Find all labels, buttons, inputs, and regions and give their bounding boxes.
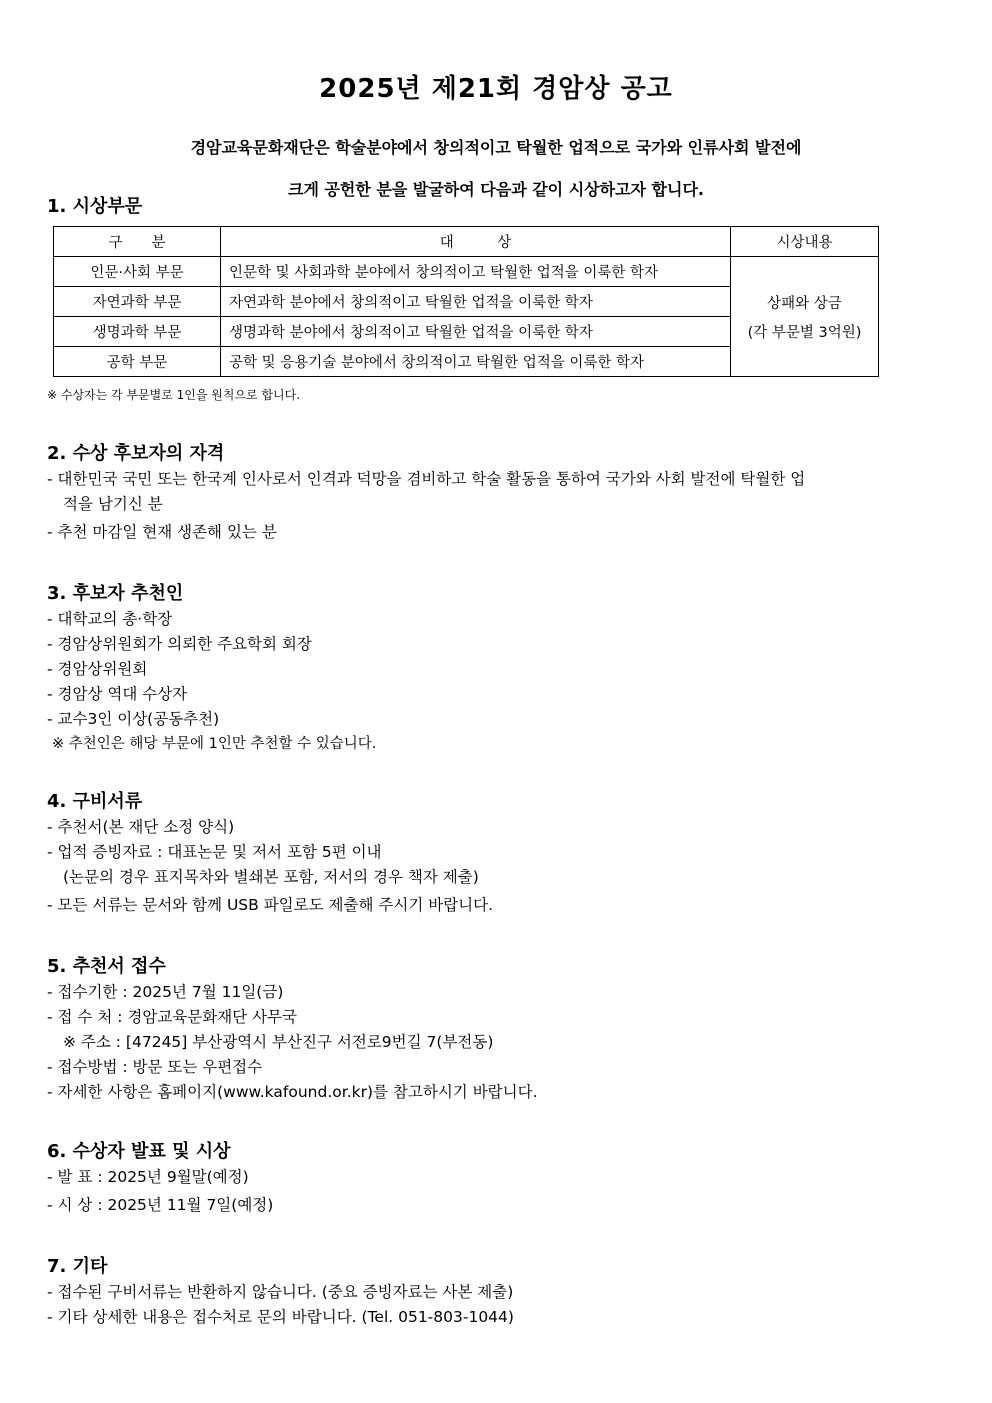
table-row xyxy=(54,257,879,287)
target-cell: 생명과학 분야에서 창의적이고 탁월한 업적을 이룩한 학자 xyxy=(221,317,731,347)
list-item: 적을 남기신 분 xyxy=(63,495,163,513)
list-item: - 대학교의 총·학장 xyxy=(47,610,173,628)
section-2-heading: 2. 수상 후보자의 자격 xyxy=(47,443,225,464)
section-3-note: ※ 추천인은 해당 부문에 1인만 추천할 수 있습니다. xyxy=(52,736,377,752)
intro-line-2: 크게 공헌한 분을 발굴하여 다음과 같이 시상하고자 합니다. xyxy=(287,180,704,199)
target-cell: 인문학 및 사회과학 분야에서 창의적이고 탁월한 업적을 이룩한 학자 xyxy=(221,257,731,287)
list-item: - 기타 상세한 내용은 접수처로 문의 바랍니다. (Tel. 051-803-1044) xyxy=(47,1308,514,1326)
list-item: - 시 상 : 2025년 11월 7일(예정) xyxy=(47,1196,274,1214)
list-item: - 접수기한 : 2025년 7월 11일(금) xyxy=(47,983,284,1001)
page-title: 2025년 제21회 경암상 공고 xyxy=(319,74,673,104)
header-prize: 시상내용 xyxy=(731,227,879,257)
list-item: - 경암상위원회가 의뢰한 주요학회 회장 xyxy=(47,635,312,653)
list-item: - 접수된 구비서류는 반환하지 않습니다. (중요 증빙자료는 사본 제출) xyxy=(47,1283,514,1301)
homepage-line: - 자세한 사항은 홈페이지(www.kafound.or.kr)를 참고하시기 바랍니다. xyxy=(47,1083,538,1101)
list-item: - 업적 증빙자료 : 대표논문 및 저서 포함 5편 이내 xyxy=(47,843,382,861)
header-category: 구 분 xyxy=(54,227,221,257)
intro-line-1: 경암교육문화재단은 학술분야에서 창의적이고 탁월한 업적으로 국가와 인류사회 발전에 xyxy=(190,138,802,157)
prize-cell xyxy=(731,257,879,377)
list-item: - 모든 서류는 문서와 함께 USB 파일로도 제출해 주시기 바랍니다. xyxy=(47,896,494,914)
prize-line-1: 상패와 상금 xyxy=(767,295,842,312)
section-1-note: ※ 수상자는 각 부문별로 1인을 원칙으로 합니다. xyxy=(47,388,301,402)
section-6-heading: 6. 수상자 발표 및 시상 xyxy=(47,1141,231,1162)
list-item: - 대한민국 국민 또는 한국계 인사로서 인격과 덕망을 겸비하고 학술 활동을 통하여 국가와 사회 발전에 탁월한 업 xyxy=(47,470,806,488)
section-4-heading: 4. 구비서류 xyxy=(47,791,143,812)
list-item: (논문의 경우 표지목차와 별쇄본 포함, 저서의 경우 책자 제출) xyxy=(63,868,479,886)
list-item: - 추천서(본 재단 소정 양식) xyxy=(47,818,235,836)
target-cell: 자연과학 분야에서 창의적이고 탁월한 업적을 이룩한 학자 xyxy=(221,287,731,317)
section-5-heading: 5. 추천서 접수 xyxy=(47,956,166,977)
list-item: - 경암상위원회 xyxy=(47,660,148,678)
section-1-heading: 1. 시상부문 xyxy=(47,196,143,217)
category-cell: 인문·사회 부문 xyxy=(54,257,221,287)
list-item: - 교수3인 이상(공동추천) xyxy=(47,710,220,728)
table-header-row xyxy=(54,227,879,257)
address-note: ※ 주소 : [47245] 부산광역시 부산진구 서전로9번길 7(부전동) xyxy=(63,1033,494,1051)
prize-line-2: (각 부문별 3억원) xyxy=(747,324,862,341)
section-3-heading: 3. 후보자 추천인 xyxy=(47,583,184,604)
list-item: - 발 표 : 2025년 9월말(예정) xyxy=(47,1168,249,1186)
header-target: 대 상 xyxy=(221,227,731,257)
category-cell: 자연과학 부문 xyxy=(54,287,221,317)
list-item: - 추천 마감일 현재 생존해 있는 분 xyxy=(47,523,277,541)
category-cell: 공학 부문 xyxy=(54,347,221,377)
category-cell: 생명과학 부문 xyxy=(54,317,221,347)
list-item: - 접 수 처 : 경암교육문화재단 사무국 xyxy=(47,1008,298,1026)
section-7-heading: 7. 기타 xyxy=(47,1256,108,1277)
list-item: - 접수방법 : 방문 또는 우편접수 xyxy=(47,1058,263,1076)
award-category-table xyxy=(53,226,879,377)
target-cell: 공학 및 응용기술 분야에서 창의적이고 탁월한 업적을 이룩한 학자 xyxy=(221,347,731,377)
list-item: - 경암상 역대 수상자 xyxy=(47,685,188,703)
